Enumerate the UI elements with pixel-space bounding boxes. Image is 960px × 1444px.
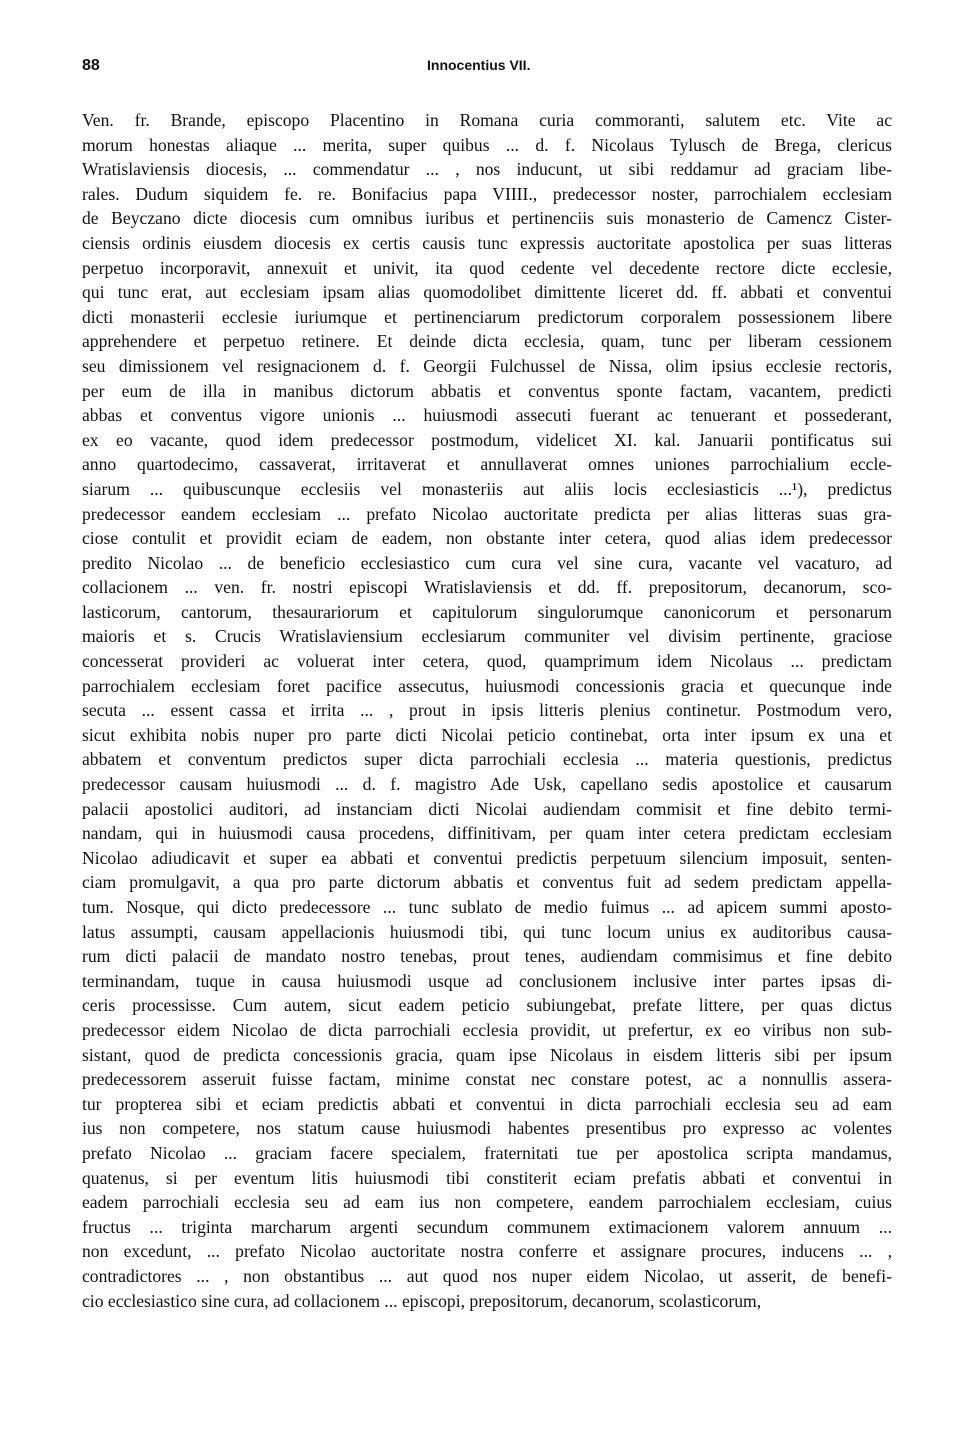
- text-line: sistant, quod de predicta concessionis gracia, quam ipse Nicolaus in eisdem litteris sibi per ipsum: [82, 1044, 892, 1065]
- text-line: sicut exhibita nobis nuper pro parte dicti Nicolai peticio continebat, orta inter ipsum ex una et: [82, 724, 892, 745]
- text-line: abbatem et conventum predictos super dicta parrochiali ecclesia ... materia questionis, predictus: [82, 749, 892, 770]
- text-line: dicti monasterii ecclesie iuriumque et pertinenciarum predictorum corporalem possessionem libere: [82, 306, 892, 327]
- text-line: ciose contulit et providit eciam de eadem, non obstante inter cetera, quod alias idem predecessor: [82, 528, 892, 549]
- text-line: siarum ... quibuscunque ecclesiis vel monasteriis aut aliis locis ecclesiasticis ...¹), predictus: [82, 478, 892, 499]
- text-line: tum. Nosque, qui dicto predecessore ... tunc sublato de medio fuimus ... ad apicem summi aposto-: [82, 897, 892, 917]
- text-line: Wratislaviensis diocesis, ... commendatur ... , nos inducunt, ut sibi reddamur ad graciam libe-: [82, 159, 892, 180]
- text-line: ciensis ordinis eiusdem diocesis ex certis causis tunc expressis auctoritate apostolica per suas litteras: [82, 232, 892, 253]
- text-line: morum honestas aliaque ... merita, super quibus ... d. f. Nicolaus Tylusch de Brega, clericus: [82, 134, 892, 155]
- text-line: ciam promulgavit, a qua pro parte dictorum abbatis et conventus fuit ad sedem predictam appella-: [82, 872, 892, 893]
- text-line: latus assumpti, causam appellacionis huiusmodi tibi, qui tunc locum unius ex auditoribus causa-: [82, 921, 892, 942]
- text-line: de Beyczano dicte diocesis cum omnibus iuribus et pertinenciis suis monasterio de Camencz Cister-: [82, 208, 892, 229]
- body-text: [82, 108, 892, 1313]
- text-line: eadem parrochiali ecclesia seu ad eam ius non competere, eandem parrochialem ecclesiam, cuius: [82, 1192, 892, 1213]
- text-line: non excedunt, ... prefato Nicolao auctoritate nostra conferre et assignare procures, inducens ... ,: [82, 1241, 892, 1262]
- text-line: predecessor eidem Nicolao de dicta parrochiali ecclesia providit, ut prefertur, ex eo viribus non sub-: [82, 1019, 892, 1040]
- text-line: predecessor eandem ecclesiam ... prefato Nicolao auctoritate predicta per alias litteras suas gra-: [82, 503, 892, 524]
- text-line: fructus ... triginta marcharum argenti secundum communem extimacionem valorem annuum ...: [82, 1216, 892, 1237]
- text-line: seu dimissionem vel resignacionem d. f. Georgii Fulchussel de Nissa, olim ipsius ecclesie rectoris,: [82, 355, 892, 376]
- text-line: perpetuo incorporavit, annexuit et univit, ita quod cedente vel decedente rectore dicte ecclesie,: [82, 257, 892, 278]
- text-line: collacionem ... ven. fr. nostri episcopi Wratislaviensis et dd. ff. prepositorum, decanorum, sco-: [82, 577, 892, 598]
- text-line: parrochialem ecclesiam foret pacifice assecutus, huiusmodi concessionis gracia et quecunque inde: [82, 675, 892, 696]
- text-line: rum dicti palacii de mandato nostro tenebas, prout tenes, audiendam commisimus et fine debito: [82, 946, 892, 967]
- text-line: contradictores ... , non obstantibus ... aut quod nos nuper eidem Nicolao, ut asserit, de benefi-: [82, 1265, 892, 1286]
- text-line: qui tunc erat, aut ecclesiam ipsam alias quomodolibet dimittente liceret dd. ff. abbati et conventui: [82, 282, 892, 303]
- text-line: nandam, qui in huiusmodi causa procedens, diffinitivam, per quam inter cetera predictam ecclesiam: [82, 823, 892, 844]
- text-line: palacii apostolici auditori, ad instanciam dicti Nicolai audiendam commisit et fine debito termi-: [82, 798, 892, 819]
- text-line: apprehendere et perpetuo retinere. Et deinde dicta ecclesia, quam, tunc per liberam cessionem: [82, 331, 892, 352]
- text-line: prefato Nicolao ... graciam facere specialem, fraternitati tue per apostolica scripta mandamus,: [82, 1142, 892, 1163]
- text-line: Nicolao adiudicavit et super ea abbati et conventui predictis perpetuum silencium imposuit, senten-: [82, 847, 892, 868]
- text-line: cio ecclesiastico sine cura, ad collacionem ... episcopi, prepositorum, decanorum, scolasticorum,: [82, 1290, 762, 1311]
- running-title: Innocentius VII.: [427, 57, 531, 73]
- text-line: terminandam, tuque in causa huiusmodi usque ad conclusionem inclusive inter partes ipsas di-: [82, 970, 892, 991]
- text-line: per eum de illa in manibus dictorum abbatis et conventus sponte factam, vacantem, predicti: [82, 380, 892, 401]
- text-line: rales. Dudum siquidem fe. re. Bonifacius papa VIIII., predecessor noster, parrochialem ecclesiam: [82, 183, 892, 204]
- text-line: predito Nicolao ... de beneficio ecclesiastico cum cura vel sine cura, vacante vel vacaturo, ad: [82, 552, 892, 573]
- text-line: secuta ... essent cassa et irrita ... , prout in ipsis litteris plenius continetur. Postmodum vero,: [82, 700, 892, 721]
- text-line: predecessorem asseruit fuisse factam, minime constat nec constare potest, ac a nonnullis assera-: [82, 1069, 892, 1090]
- text-line: ex eo vacante, quod idem predecessor postmodum, videlicet XI. kal. Januarii pontificatus sui: [82, 429, 892, 450]
- text-line: Ven. fr. Brande, episcopo Placentino in Romana curia commoranti, salutem etc. Vite ac: [82, 110, 892, 130]
- text-line: ceris processisse. Cum autem, sicut eadem peticio subiungebat, prefate littere, per quas dictus: [82, 995, 892, 1016]
- text-line: maioris et s. Crucis Wratislaviensium ecclesiarum communiter vel divisim pertinente, graciose: [82, 626, 892, 647]
- text-line: abbas et conventus vigore unionis ... huiusmodi assecuti fuerant ac tenuerant et possederant,: [82, 405, 892, 426]
- text-line: quatenus, si per eventum litis huiusmodi tibi constiterit eciam prefatis abbati et conventui in: [82, 1167, 892, 1188]
- text-line: anno quartodecimo, cassaverat, irritaverat et annullaverat omnes uniones parrochialium eccle-: [82, 454, 892, 475]
- text-line: ius non competere, nos statum cause huiusmodi habentes presentibus pro expresso ac volentes: [82, 1118, 892, 1139]
- text-line: tur propterea sibi et eciam predictis abbati et conventui in dicta parrochiali ecclesia seu ad eam: [82, 1093, 892, 1114]
- text-line: lasticorum, cantorum, thesaurariorum et capitulorum singulorumque canonicorum et personarum: [82, 601, 892, 622]
- page-number: 88: [82, 57, 100, 74]
- text-line: predecessor causam huiusmodi ... d. f. magistro Ade Usk, capellano sedis apostolice et causarum: [82, 774, 892, 795]
- text-line: concesserat provideri ac voluerat inter cetera, quod, quamprimum idem Nicolaus ... predictam: [82, 651, 892, 672]
- running-head: [82, 57, 892, 79]
